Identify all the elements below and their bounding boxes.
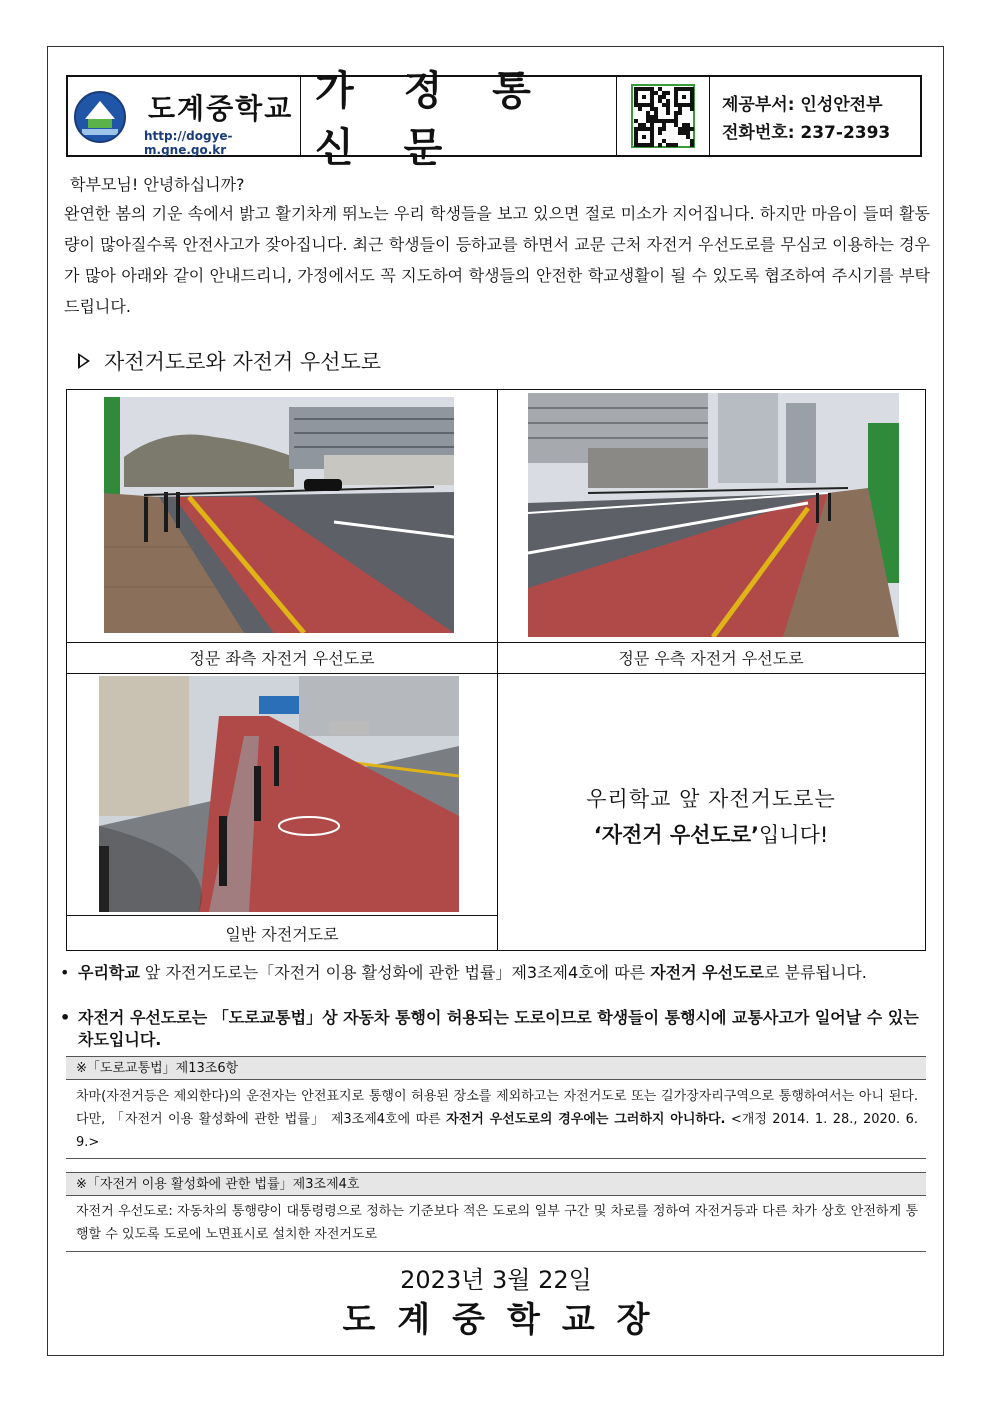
callout-line-2 xyxy=(497,819,925,849)
intro-paragraph: 완연한 봄의 기운 속에서 밝고 활기차게 뛰노는 우리 학생들을 보고 있으면 절로 미소가 지어집니다. 하지만 마음이 들떠 활동량이 많아질수록 안전사고가 잦아집니다. 최근 학생들이 등하교를 하면서 교문 근처 자전거 우선도로를 무심코 이용하는 경우가 많아 아래와 같이 안내드리니, 가정에서도 꼭 지도하여 학생들의 안전한 학교생활이 될 수 있도록 협조하여 주시기를 부탁드립니다. xyxy=(64,204,930,316)
photo-left-gate-road xyxy=(104,397,454,633)
triangle-bullet-icon xyxy=(78,353,90,369)
school-logo-icon xyxy=(74,91,126,143)
bullet-1-text xyxy=(78,962,932,984)
bullet-1 xyxy=(60,962,932,984)
signature-principal: 도계중학교장 xyxy=(342,1300,672,1340)
section-title: 자전거도로와 자전거 우선도로 xyxy=(104,350,382,374)
page-title: 가 정 통 신 문 xyxy=(301,77,617,155)
qr-code-icon xyxy=(631,84,695,148)
callout-line-1: 우리학교 앞 자전거도로는 xyxy=(586,787,836,811)
caption-left-gate: 정문 좌측 자전거 우선도로 xyxy=(189,649,375,668)
bullet-1-bold-b: 자전거 우선도로 xyxy=(650,963,764,982)
caption-right-gate: 정문 우측 자전거 우선도로 xyxy=(618,649,804,668)
school-block xyxy=(68,77,301,155)
callout-suffix: 입니다! xyxy=(759,823,829,847)
section-heading xyxy=(78,346,381,376)
law-1-heading: ※「도로교통법」제13조6항 xyxy=(66,1056,926,1080)
law-1-body xyxy=(76,1085,918,1154)
bullet-dot-icon: • xyxy=(60,1008,71,1027)
bullet-1-span-a: 앞 자전거도로는「자전거 이용 활성화에 관한 법률」제3조제4호에 따른 xyxy=(139,963,651,982)
photo-general-bike-road xyxy=(99,676,459,912)
caption-general-road: 일반 자전거도로 xyxy=(225,925,339,944)
law-1-bold: 자전거 우선도로의 경우에는 그러하지 아니하다. xyxy=(446,1112,726,1127)
bullet-2-text: 자전거 우선도로는 「도로교통법」상 자동차 통행이 허용되는 도로이므로 학생들이 통행시에 교통사고가 일어날 수 있는 차도입니다. xyxy=(78,1008,919,1049)
bullet-2 xyxy=(60,1007,932,1051)
issue-date: 2023년 3월 22일 xyxy=(400,1266,592,1294)
school-name: 도계중학교 xyxy=(148,92,294,125)
bullet-1-span-b: 로 분류됩니다. xyxy=(763,963,867,982)
contact-info xyxy=(710,77,920,155)
law-2-heading: ※「자전거 이용 활성화에 관한 법률」제3조제4호 xyxy=(66,1172,926,1196)
photo-table xyxy=(66,389,926,951)
divider xyxy=(66,1251,926,1252)
bullet-dot-icon: • xyxy=(60,963,70,982)
callout-box xyxy=(497,673,925,950)
law-2-body: 자전거 우선도로: 자동차의 통행량이 대통령령으로 정하는 기준보다 적은 도로의 일부 구간 및 차로를 정하여 자전거등과 다른 차가 상호 안전하게 통행할 수 있도록 도로에 노면표시로 설치한 자전거도로 xyxy=(76,1204,918,1242)
photo-right-gate-road xyxy=(528,393,899,637)
newsletter-header xyxy=(66,68,922,171)
callout-emphasis: ‘자전거 우선도로’ xyxy=(593,823,759,847)
phone-line: 전화번호: 237-2393 xyxy=(722,123,891,143)
qr-block xyxy=(617,77,710,155)
divider xyxy=(66,1158,926,1159)
bullet-1-bold-a: 우리학교 xyxy=(78,963,140,982)
law-1-text-a: 차마(자전거등은 제외한다)의 운전자는 안전표지로 통행이 허용된 장소를 제외하고는 자전거도로 또는 길가장자리구역으로 통행하여서는 아니 된다. 다만, 「자전거 이용 활성화에 관한 법률」 제3조제4호에 따른 xyxy=(76,1089,918,1127)
school-url[interactable]: http://dogye-m.gne.go.kr xyxy=(144,129,233,157)
department-line: 제공부서: 인성안전부 xyxy=(722,95,883,115)
greeting: 학부모님! 안녕하십니까? xyxy=(70,175,245,194)
law-1-text-b: <개정 2014. 1. 28., 2020. 6. 9.> xyxy=(76,1112,919,1150)
